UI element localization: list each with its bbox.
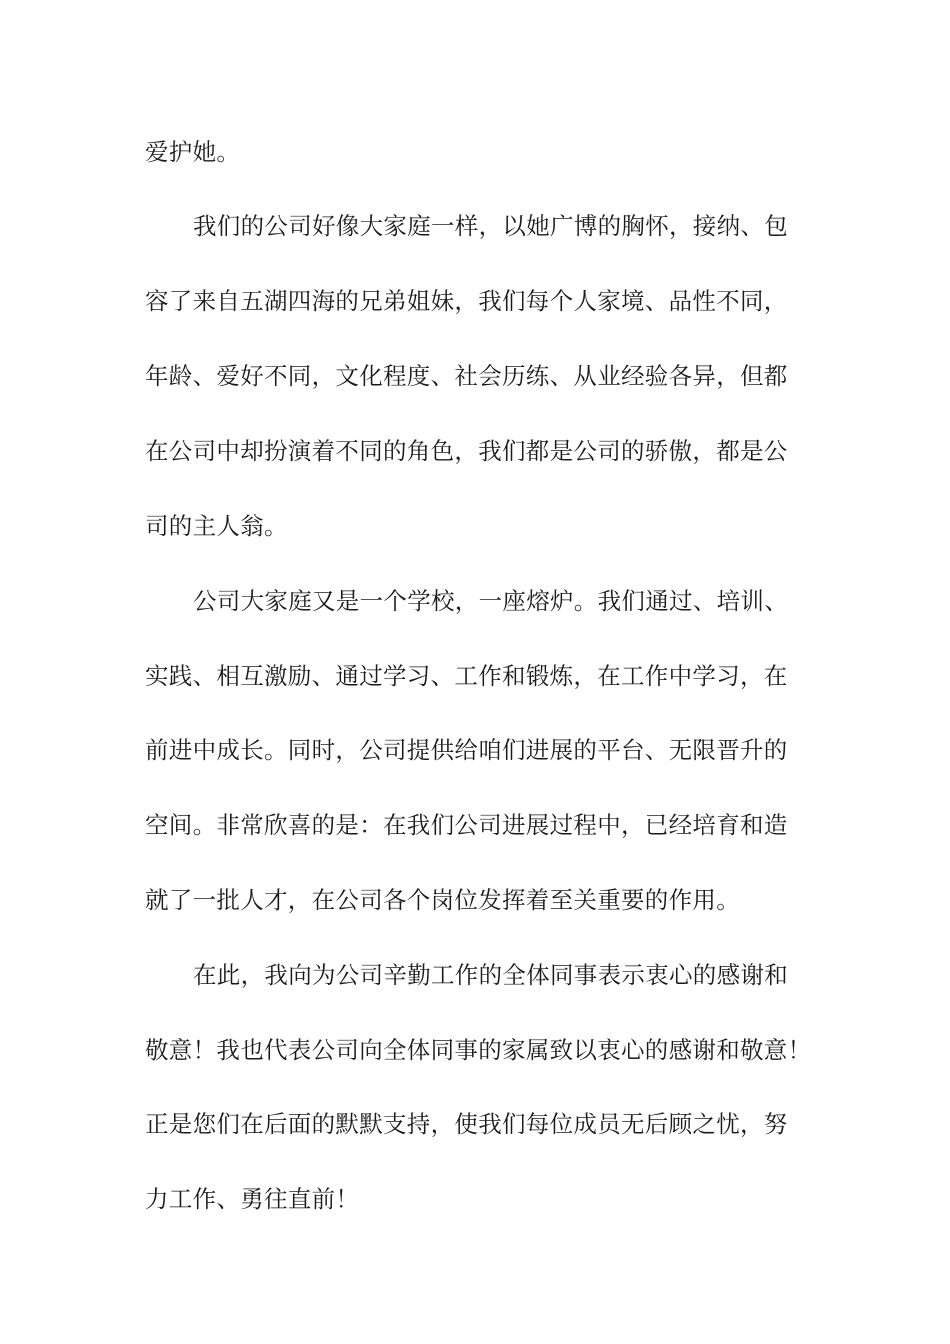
text-line: 敬意！我也代表公司向全体同事的家属致以衷心的感谢和敬意！ — [145, 1036, 812, 1064]
text-line: 年龄、爱好不同，文化程度、社会历练、从业经验各异，但都 — [145, 362, 788, 390]
text-line: 在公司中却扮演着不同的角色，我们都是公司的骄傲，都是公 — [145, 437, 788, 465]
text-line-paragraph-start: 公司大家庭又是一个学校，一座熔炉。我们通过、培训、 — [193, 587, 788, 615]
text-line: 实践、相互激励、通过学习、工作和锻炼，在工作中学习，在 — [145, 662, 788, 690]
text-line: 空间。非常欣喜的是：在我们公司进展过程中，已经培育和造 — [145, 811, 788, 839]
text-line-paragraph-start: 在此，我向为公司辛勤工作的全体同事表示衷心的感谢和 — [193, 961, 788, 989]
text-line: 司的主人翁。 — [145, 512, 288, 540]
text-line-paragraph-start: 我们的公司好像大家庭一样，以她广博的胸怀，接纳、包 — [193, 212, 788, 240]
text-line: 容了来自五湖四海的兄弟姐妹，我们每个人家境、品性不同， — [145, 287, 788, 315]
text-line: 前进中成长。同时，公司提供给咱们进展的平台、无限晋升的 — [145, 736, 788, 764]
text-line: 力工作、勇往直前！ — [145, 1185, 360, 1213]
text-line: 爱护她。 — [145, 138, 241, 166]
text-line: 正是您们在后面的默默支持，使我们每位成员无后顾之忧，努 — [145, 1110, 788, 1138]
text-line: 就了一批人才，在公司各个岗位发挥着至关重要的作用。 — [145, 886, 740, 914]
